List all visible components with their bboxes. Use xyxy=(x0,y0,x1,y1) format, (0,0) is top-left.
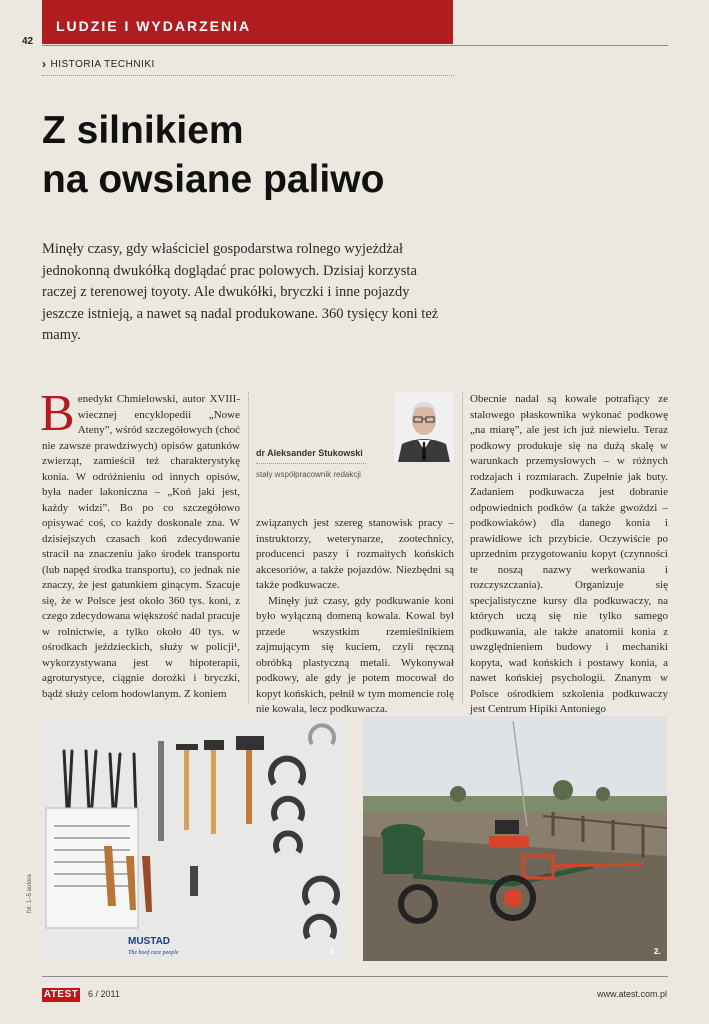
brand-tagline: The hoof care people xyxy=(128,950,179,956)
author-title: stały współpracownik redakcji xyxy=(256,470,361,479)
column-divider xyxy=(248,392,249,704)
kicker-label: HISTORIA TECHNIKI xyxy=(50,58,155,70)
photo-horse-cart xyxy=(363,716,667,961)
section-header xyxy=(42,0,453,44)
column-divider xyxy=(462,392,463,704)
photo-farrier-tools xyxy=(42,716,345,961)
column-2-paragraph-2: Minęły już czasy, gdy podkuwanie koni było wyłączną domeną kowala. Kowal był przede wszystkim rzemieślnikiem zajmującym się kuciem, czyli ręczną obróbką plastyczną metali. Wykonywał podkowy, ale gdy je potem mocował do kopyt końskich, pełnił w tym momencie rolę nie kowala, lecz podkuwacza. xyxy=(256,594,454,715)
headline-line-1: Z silnikiem xyxy=(42,109,244,152)
photo-number-1: 1. xyxy=(330,947,337,956)
chevron-right-icon: › xyxy=(42,57,47,71)
atest-logo: ATEST xyxy=(43,989,79,1000)
kicker-divider xyxy=(42,75,454,76)
author-photo xyxy=(394,392,454,462)
column-1-text: enedykt Chmielowski, autor XVIII-wiecznej encyklopedii „Nowe Ateny”, wśród szczegółowych (choć nie zawsze prawdziwych) opisów gatunków zwierząt, zamieścił też charakterystykę konia. W odróżnieniu od innych opisów, była nader lakoniczna – „Koń jaki jest, każdy widzi”. Bo po co szczegółowo opisywać coś, co każdy doskonale zna. W dzisiejszych czasach koń zdecydowanie stracił na znaczeniu jako środek transportu (lub napęd środka transportu), co jednak nie znaczy, że jest gatunkiem ginącym. Szacuje się, że w Polsce jest około 360 tys. koni, z czego zdecydowana większość nadal pracuje w rolnictwie, a tylko około 40 tys. w ośrodkach jeździeckich, służy w policji¹, wykorzystywana jest w hipoterapii, agroturystyce, ciągnie dorożki i bryczki, bądź służy celom hodowlanym. Z koniem xyxy=(42,393,240,700)
brand-logo: MUSTAD xyxy=(128,936,171,947)
photo-number-2: 2. xyxy=(654,947,661,956)
lead-paragraph: Minęły czasy, gdy właściciel gospodarstwa rolnego wyjeżdżał jednokonną dwukółką doglądać prac polowych. Dzisiaj korzysta raczej z terenowej toyoty. Ale dwukółki, bryczki i inne pojazdy jeszcze istnieją, a nawet są nadal produkowane. 360 tysięcy koni też mamy. xyxy=(42,241,439,344)
column-2-paragraph-1: związanych jest szereg stanowisk pracy – instruktorzy, weterynarze, zootechnicy, producenci paszy i rozmaitych końskich akcesoriów, a także pojazdów. Niezbędni są także podkuwacze. xyxy=(256,517,454,591)
kicker xyxy=(42,57,155,71)
section-title: LUDZIE I WYDARZENIA xyxy=(56,18,252,34)
headline xyxy=(42,106,472,204)
article-column-2 xyxy=(256,516,454,718)
issue-number: 6 / 2011 xyxy=(88,989,120,999)
page-number: 42 xyxy=(22,36,34,47)
website-url: www.atest.com.pl xyxy=(596,989,667,999)
headline-line-2: na owsiane paliwo xyxy=(42,158,385,201)
drop-cap: B xyxy=(40,385,75,442)
author-divider xyxy=(256,463,366,464)
article-column-1 xyxy=(40,385,240,702)
top-rule xyxy=(42,45,668,46)
author-name: dr Aleksander Stukowski xyxy=(256,448,363,458)
photo-credit: fot. 1–5 autora xyxy=(27,874,33,913)
footer-rule xyxy=(42,976,668,977)
article-column-3: Obecnie nadal są kowale potrafiący ze stalowego płaskownika wykonać podkowę „na miarę”, ale jest ich już niewielu. Teraz podkowy produkuje się na dużą skalę w warunkach przemysłowych – w różnych rodzajach i rozmiarach. Zupełnie jak buty. Zadaniem podkuwacza jest dobranie odpowiednich podków (a także gwoździ – podkowiaków) dla danego konia i prawidłowe ich przybicie. Oczywiście po uprzednim przygotowaniu kopyt (czynności te noszą nazwy werkowania i rozczyszczania). Organizuje się specjalistyczne kursy dla podkuwaczy, na których uczą się nie tylko samego podkuwania, ale także anatomii konia z uwzględnieniem budowy i mechaniki kopyta, wad końskich i postawy konia, a nawet końskiej psychologii. Znanym w Polsce ośrodkiem szkolenia podkuwaczy jest Centrum Hipiki Antoniego xyxy=(470,393,668,715)
